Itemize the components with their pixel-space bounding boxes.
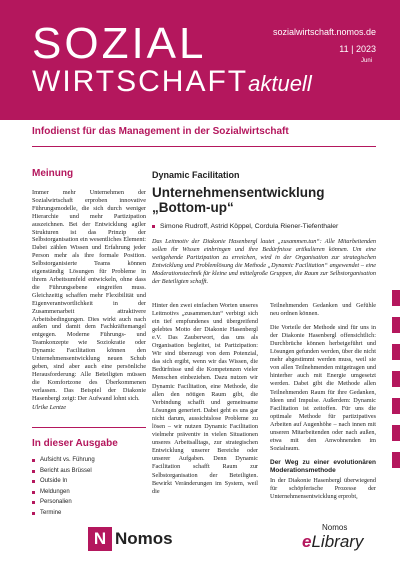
toc-item[interactable] [32, 508, 146, 519]
brand-title: SOZIAL [32, 19, 207, 68]
bullet-square-icon [152, 225, 155, 228]
toc-item[interactable] [32, 497, 146, 508]
toc-item-label: Bericht aus Brüssel [40, 467, 92, 474]
toc-title: In dieser Ausgabe [32, 438, 118, 450]
main-article [152, 170, 376, 508]
body-paragraph: Hinter den zwei einfachen Worten unseres Leitmotivs „zusammen.tun“ verbirgt sich ein tief empfundenes und übergreifend gelebtes Motto der Diakonie Hasenbergl e.V. Das Zauberwort, das uns als Organisation begleitet, ist Partizipation: Wir sind überzeugt von dem Potenzial, das sich ergibt, wenn wir das Wissen, die Bedürfnisse und die Kompetenzen vieler Menschen einbeziehen. Dazu nutzen wir Dynamic Facilitation, eine Methode, die allen den nötigen Raum gibt, die Verbindung schafft und gemeinsame Lösungen generiert. Dabei geht es uns gar nicht darum, aussichtslose Probleme zu lösen – wir nutzen Dynamic Facilitation vielmehr präventiv in vielen Situationen unseres Arbeitsalltags, zur strategischen Entwicklung unserer Bereiche oder unserer Aufgaben. Denn Dynamic Facilitation schafft Raum zur Selbstorganisation der Beteiligten. Bewirkt Veränderungen im System, weil die [152, 301, 258, 495]
toc-item-label: Personalien [40, 499, 72, 506]
body-paragraph: Teilnehmenden Gedanken und Gefühle neu ordnen können. [270, 301, 376, 317]
brand-suffix: aktuell [248, 71, 312, 96]
issue-number: 11 | 2023 [339, 44, 376, 54]
website-link[interactable]: sozialwirtschaft.nomos.de [272, 27, 376, 37]
article-authors [152, 223, 376, 230]
article-body [152, 302, 376, 508]
edge-tab [392, 371, 400, 387]
body-column-2 [270, 302, 376, 508]
brand-word: WIRTSCHAFT [32, 65, 249, 98]
nomos-wordmark: Nomos [115, 529, 173, 548]
sidebar-divider [32, 427, 146, 428]
edge-tab [392, 344, 400, 360]
toc-item[interactable] [32, 487, 146, 498]
meinung-author: Ulrike Lentze [32, 404, 67, 412]
author-names: Simone Rudroff, Astrid Köppel, Cordula Riener-Tiefenthaler [160, 223, 339, 230]
toc-item[interactable] [32, 466, 146, 477]
bullet-square-icon [32, 501, 35, 504]
body-column-1 [152, 302, 258, 508]
bullet-square-icon [32, 480, 35, 483]
edge-tab [392, 398, 400, 414]
toc-item[interactable] [32, 476, 146, 487]
toc-item[interactable] [32, 455, 146, 466]
nomos-logo [88, 527, 173, 551]
page-edge-tabs [392, 290, 400, 479]
elibrary-logo [302, 523, 363, 552]
article-headline: Unternehmensentwicklung „Bottom-up“ [152, 185, 325, 215]
elibrary-e-icon: e [302, 532, 312, 551]
toc-item-label: Outside In [40, 478, 68, 485]
tagline: Infodienst für das Management in der Sozialwirtschaft [32, 126, 289, 137]
toc-item-label: Aufsicht vs. Führung [40, 457, 95, 464]
nomos-n-icon: N [88, 527, 112, 551]
body-paragraph: In der Diakonie Hasenbergl überwiegend für schöpferische Prozesse der Unternehmensentwicklung erprobt, [270, 477, 376, 501]
issue-month: Juni [360, 58, 372, 64]
meinung-title: Meinung [32, 168, 74, 179]
body-paragraph: Die Vorteile der Methode sind für uns in der Diakonie Hasenbergl offensichtlich: Durchbrüche können herbeigeführt und Lösungen gefunden werden, über die nicht mehr abgestimmt werden muss, weil sie von allen Teilnehmenden mitgetragen und hinterher auch mit Energie umgesetzt werden. Dabei gibt die Methode allen Teilnehmenden Raum für ihre Gedanken, Ideen und Impulse. Außerdem: Dynamic Facilitation ist zeitoffen. Für uns die optimale Methode für partizipatives Arbeiten auf Augenhöhe – nach innen mit unseren Mitarbeitenden oder nach außen, etwa mit den Anwohnenden im Sozialraum. [270, 323, 376, 453]
bullet-square-icon [32, 459, 35, 462]
elibrary-wordmark [302, 532, 363, 552]
edge-tab [392, 290, 400, 306]
edge-tab [392, 452, 400, 468]
elibrary-publisher: Nomos [322, 523, 348, 532]
masthead [0, 0, 400, 120]
brand-subtitle [32, 66, 312, 100]
header-divider [32, 146, 376, 147]
bullet-square-icon [32, 470, 35, 473]
article-kicker: Dynamic Facilitation [152, 170, 240, 180]
toc-item-label: Meldungen [40, 488, 70, 495]
elibrary-word: Library [311, 532, 364, 551]
sidebar [32, 168, 146, 518]
article-lead: Das Leitmotiv der Diakonie Hasenbergl lautet „zusammen.tun“: Alle Mitarbeitenden sollen ihr Wissen einbringen und ihre Bedürfnisse artikulieren können. Um eine weitgehende Partizipation zu erreichen, wird in der Organisation zur strategischen Entwicklung und Problemlösung die Methode „Dynamic Facilitation“ angewendet – eine Moderationstechnik für kleine und mittelgroße Gruppen, die Raum zur Selbstorganisation der Beteiligten schafft. [152, 238, 376, 286]
meinung-text: Immer mehr Unternehmen der Sozialwirtschaft erproben innovative Führungsmodelle, die sich durch weniger Hierarchie und mehr Partizipation auszeichnen. Bei der Entwicklung agiler Strukturen ist das Prinzip der Selbstorganisation ein wesentliches Element: Dabei zählen Wissen und Erfahrung jeder Person mehr als ihre formale Position. Selbstorganisierte Teams können eigenständig Lösungen für Probleme in ihrem Arbeitsumfeld entwickeln, ohne dass die Führungsebene eingreifen muss. Gleichzeitig schaffen mehr Flexibilität und Eigenverantwortlichkeit in der Zusammenarbeit attraktivere Arbeitsbedingungen. Dies wirkt auch nach außen und damit dem Fachkräftemangel entgegen. Moderne Führungs- und Teamkonzepte wie Soziokratie oder Dynamic Facilitation können den Unternehmensentwicklung neuen Schub geben, sind aber auch eine persönliche Herausforderung: Alle Beteiligten müssen die Komfortzone des Überkommenen verlassen. Das Beispiel der Diakonie Hasenbergl zeigt: Der Aufwand lohnt sich. [32, 189, 146, 402]
section-subhead: Der Weg zu einer evolutionären Moderationsmethode [270, 459, 376, 475]
toc-list [32, 455, 146, 518]
bullet-square-icon [32, 491, 35, 494]
toc-item-label: Termine [40, 509, 62, 516]
edge-tab [392, 317, 400, 333]
bullet-square-icon [32, 512, 35, 515]
edge-tab [392, 425, 400, 441]
